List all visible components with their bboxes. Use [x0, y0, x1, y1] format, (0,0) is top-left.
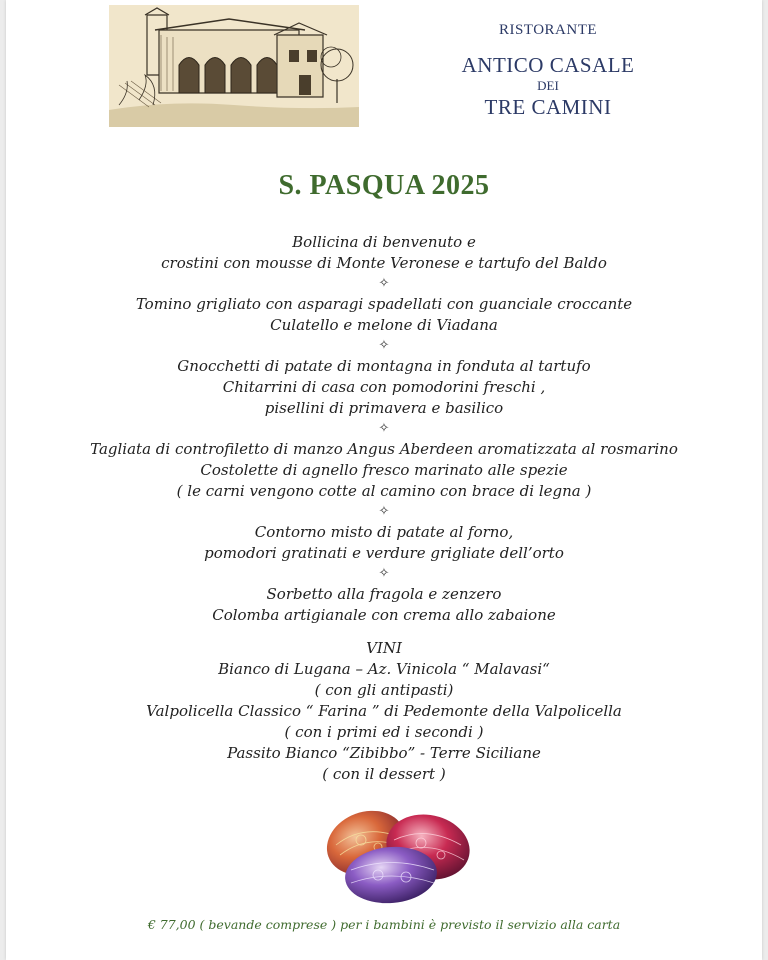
menu-line: Gnocchetti di patate di montagna in fonduta al tartufo — [177, 357, 591, 375]
wine-line: Valpolicella Classico “ Farina ” di Pedemonte della Valpolicella — [146, 702, 622, 720]
wines-heading: VINI — [366, 639, 402, 657]
price-footer: € 77,00 ( bevande comprese ) per i bambini è previsto il servizio alla carta — [147, 917, 621, 932]
ristorante-label: RISTORANTE — [498, 22, 598, 38]
menu-line: Tomino grigliato con asparagi spadellati con guanciale croccante — [135, 295, 633, 313]
wine-line: Bianco di Lugana – Az. Vinicola “ Malavasi“ — [218, 660, 550, 678]
menu-list — [6, 232, 762, 785]
sparkle-separator-icon: ✧ — [378, 504, 390, 519]
menu-page — [6, 0, 762, 960]
sparkle-separator-icon: ✧ — [378, 338, 390, 353]
menu-line: crostini con mousse di Monte Veronese e tartufo del Baldo — [161, 254, 607, 272]
menu-line: ( le carni vengono cotte al camino con brace di legna ) — [176, 482, 592, 500]
easter-eggs-image — [316, 805, 476, 905]
restaurant-header — [408, 22, 688, 119]
page-title: S. PASQUA 2025 — [278, 170, 490, 201]
menu-line: Chitarrini di casa con pomodorini freschi , — [222, 378, 546, 396]
menu-line: pisellini di primavera e basilico — [264, 399, 504, 417]
restaurant-name-line3: TRE CAMINI — [484, 95, 612, 119]
wine-line: Passito Bianco “Zibibbo” - Terre Siciliane — [227, 744, 541, 762]
menu-line: Contorno misto di patate al forno, — [254, 523, 514, 541]
menu-line: Tagliata di controfiletto di manzo Angus Aberdeen aromatizzata al rosmarino — [90, 440, 678, 458]
wine-line: ( con il dessert ) — [322, 765, 446, 783]
menu-line: Culatello e melone di Viadana — [270, 316, 498, 334]
restaurant-name-line1: ANTICO CASALE — [461, 53, 635, 77]
menu-line: Colomba artigianale con crema allo zabaione — [212, 606, 556, 624]
sparkle-separator-icon: ✧ — [378, 276, 390, 291]
restaurant-name-line2: DEI — [537, 78, 559, 93]
restaurant-sketch-image — [109, 5, 359, 127]
wine-line: ( con i primi ed i secondi ) — [284, 723, 484, 741]
menu-line: Sorbetto alla fragola e zenzero — [266, 585, 502, 603]
menu-line: pomodori gratinati e verdure grigliate dell’orto — [204, 544, 564, 562]
sparkle-separator-icon: ✧ — [378, 421, 390, 436]
menu-line: Bollicina di benvenuto e — [292, 233, 476, 251]
menu-line: Costolette di agnello fresco marinato alle spezie — [200, 461, 568, 479]
sparkle-separator-icon: ✧ — [378, 566, 390, 581]
wine-line: ( con gli antipasti) — [314, 681, 454, 699]
